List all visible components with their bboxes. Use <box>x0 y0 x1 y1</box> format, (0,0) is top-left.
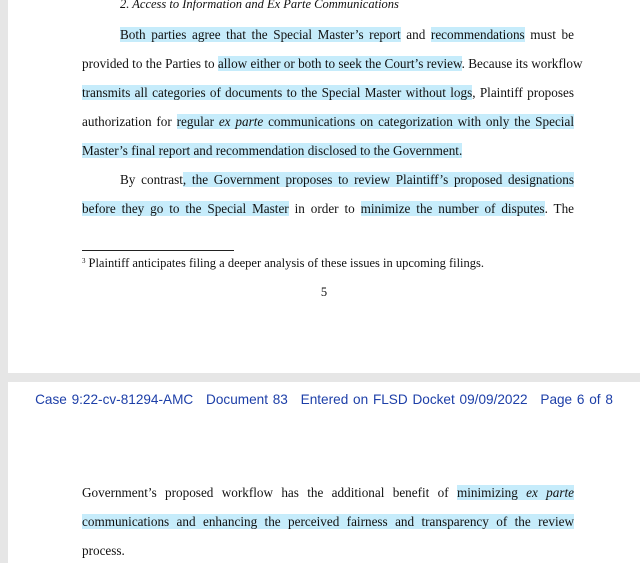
document-page-6 <box>8 382 640 563</box>
footnote <box>82 256 484 271</box>
text-run: . Because its workflow <box>461 56 583 71</box>
text-run: and <box>400 27 431 42</box>
case-number: Case 9:22-cv-81294-AMC <box>35 392 194 407</box>
highlighted-text: transmits all categories of documents to the Special Master without logs <box>82 85 473 100</box>
highlighted-text: regular <box>176 114 219 129</box>
highlighted-text: allow either or both to seek the Court’s review <box>217 56 462 71</box>
document-number: Document 83 <box>206 392 288 407</box>
text-run: . The <box>544 201 575 216</box>
paragraph-line <box>120 171 574 189</box>
text-run: provided to the Parties to <box>82 56 218 71</box>
paragraph-line <box>82 84 574 102</box>
paragraph-line <box>82 55 583 73</box>
text-run: must be <box>524 27 574 42</box>
docket-entry: Entered on FLSD Docket 09/09/2022 <box>300 392 528 407</box>
highlighted-text: minimizing <box>456 485 527 500</box>
text-run: process. <box>82 543 125 558</box>
text-run: authorization for <box>82 114 177 129</box>
footnote-divider <box>82 250 234 251</box>
section-heading: 2. Access to Information and Ex Parte Communications <box>120 0 399 11</box>
paragraph-line <box>82 542 574 560</box>
highlighted-italic-text: ex parte <box>218 114 264 129</box>
paragraph-line <box>120 26 574 44</box>
paragraph-line <box>82 200 574 218</box>
highlighted-text: Master’s final report and recommendation disclosed to the Government. <box>82 143 463 158</box>
highlighted-text: Both parties agree that the Special Master’s report <box>120 27 401 42</box>
text-run: By contrast <box>120 172 183 187</box>
paragraph-line <box>82 113 574 131</box>
text-run: in order to <box>288 201 361 216</box>
footnote-text: Plaintiff anticipates filing a deeper analysis of these issues in upcoming filings. <box>88 256 485 270</box>
footnote-marker: 3 <box>82 257 86 265</box>
paragraph-line <box>82 484 574 502</box>
highlighted-text: communications on categorization with only the Special <box>263 114 574 129</box>
page-number: 5 <box>320 285 328 299</box>
paragraph-line <box>82 142 574 160</box>
highlighted-text: , the Government proposes to review Plaintiff’s proposed designations <box>182 172 574 187</box>
page-count: Page 6 of 8 <box>540 392 613 407</box>
text-run: Government’s proposed workflow has the additional benefit of <box>82 485 457 500</box>
highlighted-text: before they go to the Special Master <box>82 201 289 216</box>
highlighted-text: communications and enhancing the perceived fairness and transparency of the review <box>82 514 574 529</box>
paragraph-line <box>82 513 574 531</box>
highlighted-text: minimize the number of disputes <box>360 201 545 216</box>
document-page-5 <box>8 0 640 373</box>
highlighted-text: recommendations <box>430 27 525 42</box>
text-run: , Plaintiff proposes <box>472 85 574 100</box>
highlighted-italic-text: ex parte <box>526 485 574 500</box>
case-header <box>8 392 640 407</box>
